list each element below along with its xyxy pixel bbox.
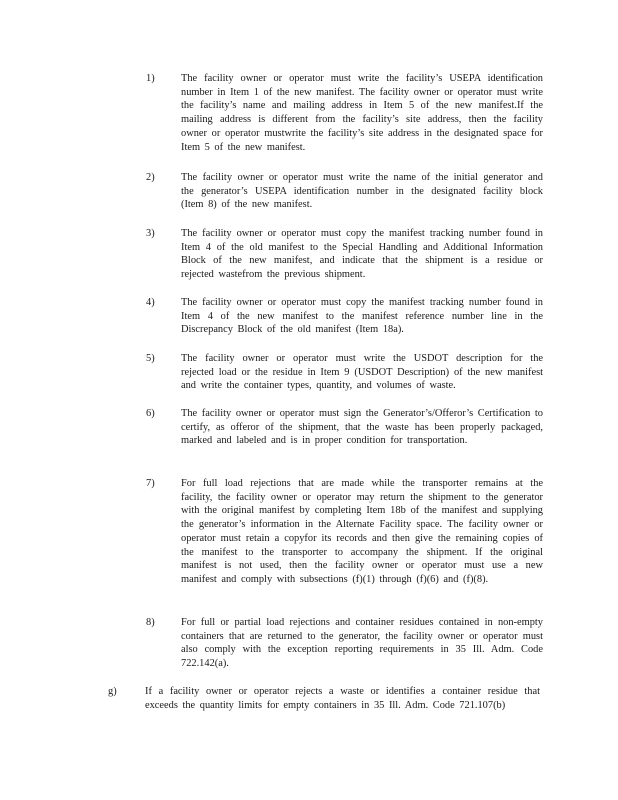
item-number: 5): [146, 353, 155, 364]
item-number: 7): [146, 478, 155, 489]
item-number: 6): [146, 408, 155, 419]
item-text: The facility owner or operator must copy the manifest tracking number found in Item 4 of the old manifest to the Special Handling and Additional Information Block of the new manifest, and indicate that the shipment is a residue or rejected wastefrom the previous shipment.: [181, 228, 543, 281]
item-number: 2): [146, 172, 155, 183]
item-number: 3): [146, 228, 155, 239]
item-text: The facility owner or operator must write the USDOT description for the rejected load or the residue in Item 9 (USDOT Description) of the new manifest and write the container types, quantity, and volumes of waste.: [181, 353, 543, 392]
item-text: For full or partial load rejections and container residues contained in non-empty containers that are returned to the generator, the facility owner or operator must also comply with the exception reporting requirements in 35 Ill. Adm. Code 722.142(a).: [181, 617, 543, 670]
item-text: The facility owner or operator must copy the manifest tracking number found in Item 4 of the new manifest to the manifest reference number line in the Discrepancy Block of the old manifest (Item 18a).: [181, 297, 543, 336]
item-text: For full load rejections that are made while the transporter remains at the facility, the facility owner or operator may return the shipment to the generator with the original manifest by completing Item 18b of the manifest and supplying the generator’s information in the Alternate Facility space. The facility owner or operator must retain a copyfor its records and then give the remaining copies of the manifest to the transporter to accompany the shipment. If the original manifest is not used, then the facility owner or operator must use a new manifest and comply with subsections (f)(1) through (f)(6) and (f)(8).: [181, 478, 543, 585]
item-number: 4): [146, 297, 155, 308]
subsection-text: If a facility owner or operator rejects a waste or identifies a container residue that exceeds the quantity limits for empty containers in 35 Ill. Adm. Code 721.107(b): [145, 686, 540, 711]
item-text: The facility owner or operator must write the name of the initial generator and the generator’s USEPA identification number in the designated facility block (Item 8) of the new manifest.: [181, 172, 543, 211]
subsection-letter: g): [108, 686, 117, 697]
item-number: 1): [146, 73, 155, 84]
item-text: The facility owner or operator must write the facility’s USEPA identification number in Item 1 of the new manifest. The facility owner or operator must write the facility’s name and mailing address in Item 5 of the new manifest.If the mailing address is different from the facility’s site address, then the facility owner or operator mustwrite the facility’s site address in the designated space for Item 5 of the new manifest.: [181, 73, 543, 153]
item-text: The facility owner or operator must sign the Generator’s/Offeror’s Certification to certify, as offeror of the shipment, that the waste has been properly packaged, marked and labeled and is in proper condition for transportation.: [181, 408, 543, 447]
item-number: 8): [146, 617, 155, 628]
